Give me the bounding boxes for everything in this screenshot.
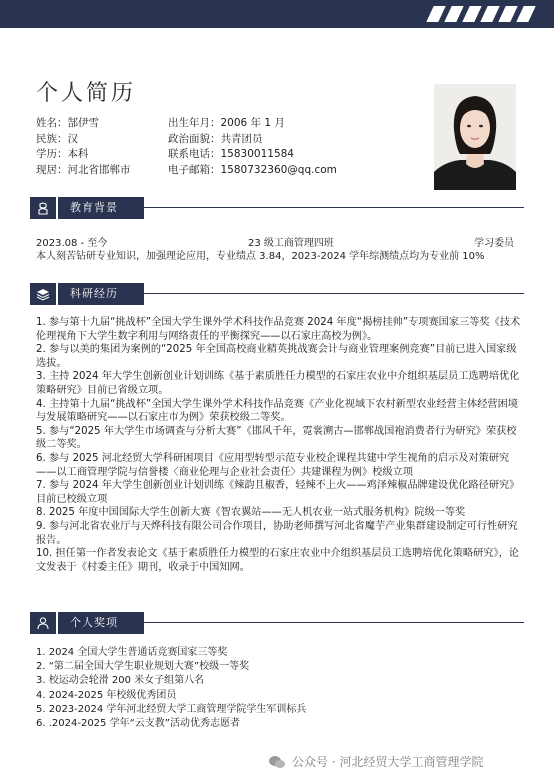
- watermark: [268, 753, 483, 770]
- research-item: 2. 参与以美的集团为案例的“2025 年全国高校商业精英挑战赛会计与商业管理案例竞赛”目前已进入国家级选拔。: [36, 344, 517, 369]
- person-icon: [30, 612, 56, 634]
- section-research-header: [30, 283, 524, 305]
- divider: [144, 622, 524, 623]
- education-class: 23 级工商管理四班: [248, 238, 334, 249]
- education-entry: [36, 234, 514, 248]
- stripe: [444, 6, 463, 22]
- award-item: 3. 校运动会轮滑 200 米女子组第八名: [36, 675, 205, 687]
- research-item: 9. 参与河北省农业厅与天烨科技有限公司合作项目，协助老师撰写河北省魔芋产业集群建设制定可行性研究报告。: [36, 520, 518, 546]
- profile-photo: [434, 84, 516, 190]
- decorative-stripes: [430, 6, 532, 22]
- education-role: 学习委员: [474, 238, 514, 249]
- info-ethnicity: 民族：汉: [36, 132, 78, 145]
- research-item: 7. 参与 2024 年大学生创新创业计划训练《辣韵且椒香，轻辣不上火——鸡泽辣椒品牌建设优化路径研究》目前已校级立项: [36, 480, 520, 505]
- watermark-text: 公众号 · 河北经贸大学工商管理学院: [292, 755, 484, 769]
- info-residence: 现居：河北省邯郸市: [36, 163, 131, 176]
- research-item: 10. 担任第一作者发表论文《基于素质胜任力模型的石家庄农业中介组织基层员工选聘培优化策略研究》，论文发表于《村委主任》期刊，收录于中国知网。: [36, 548, 519, 573]
- stripe: [498, 6, 517, 22]
- award-item: 4. 2024-2025 年校级优秀团员: [36, 689, 177, 701]
- top-banner: [0, 0, 554, 28]
- graduate-icon: [30, 197, 56, 219]
- section-title: 教育背景: [58, 197, 144, 219]
- award-item: 1. 2024 全国大学生普通话竞赛国家三等奖: [36, 647, 228, 658]
- page-title: 个人简历: [36, 81, 137, 106]
- stripe: [426, 6, 445, 22]
- section-title: 科研经历: [58, 283, 144, 305]
- info-education: 学历：本科: [36, 148, 89, 160]
- wechat-icon: [268, 755, 286, 769]
- awards-list: [36, 646, 306, 731]
- research-item: 8. 2025 年度中国国际大学生创新大赛《智农翼站——无人机农业一站式服务机构》院级一等奖: [36, 507, 466, 519]
- info-birth: 出生年月：2006 年 1 月: [168, 117, 285, 129]
- info-email: 电子邮箱：1580732360@qq.com: [168, 163, 337, 176]
- award-item: 6. .2024-2025 学年“云支教”活动优秀志愿者: [36, 718, 240, 730]
- stripe: [480, 6, 499, 22]
- layers-icon: [30, 283, 56, 305]
- personal-info: [36, 116, 337, 178]
- stripe: [516, 6, 535, 22]
- research-list: [36, 316, 522, 574]
- education-period: 2023.08 - 至今: [36, 238, 108, 249]
- award-item: 5. 2023-2024 学年河北经贸大学工商管理学院学生军训标兵: [36, 703, 307, 715]
- award-item: 2. “第二届全国大学生职业规划大赛”校级一等奖: [36, 661, 250, 673]
- info-phone: 联系电话：15830011584: [168, 148, 294, 160]
- research-item: 5. 参与“2025 年大学生市场调查与分析大赛”《邯风千年，霓裳溯古—邯郸战国袍消费者行为研究》荣获校级二等奖。: [36, 425, 517, 451]
- divider: [144, 207, 524, 208]
- research-item: 6. 参与 2025 河北经贸大学科研困项目《应用型转型示范专业校企课程共建中学生视角的启示及对策研究——以工商管理学院与信誉楼〈商业伦理与企业社会责任〉共建课程为例》校级立项: [36, 452, 510, 478]
- stripe: [462, 6, 481, 22]
- section-awards-header: [30, 612, 524, 634]
- research-item: 3. 主持 2024 年大学生创新创业计划训练《基于素质胜任力模型的石家庄农业中介组织基层员工选聘培优化策略研究》目前已省级立项。: [36, 371, 520, 396]
- info-politics: 政治面貌：共青团员: [168, 132, 263, 145]
- education-description: 本人刻苦钻研专业知识，加强理论应用，专业绩点 3.84，2023-2024 学年综测绩点均为专业前 10%: [36, 251, 485, 262]
- research-item: 1. 参与第十九届“挑战杯”全国大学生课外学术科技作品竞赛 2024 年度“揭榜挂帅”专项赛国家三等奖《技术伦理视角下大学生数字利用与网络责任的平衡探究——以石家庄高校为例》。: [36, 317, 521, 342]
- info-name: 姓名：郜伊雪: [36, 117, 99, 129]
- section-title: 个人奖项: [58, 612, 144, 634]
- research-item: 4. 主持第十九届“挑战杯”全国大学生课外学术科技作品竞赛《产业化视域下农村新型农业经营主体经营困境与发展策略研究——以石家庄市为例》荣获校级二等奖。: [36, 398, 518, 424]
- divider: [144, 293, 524, 294]
- section-education-header: [30, 197, 524, 219]
